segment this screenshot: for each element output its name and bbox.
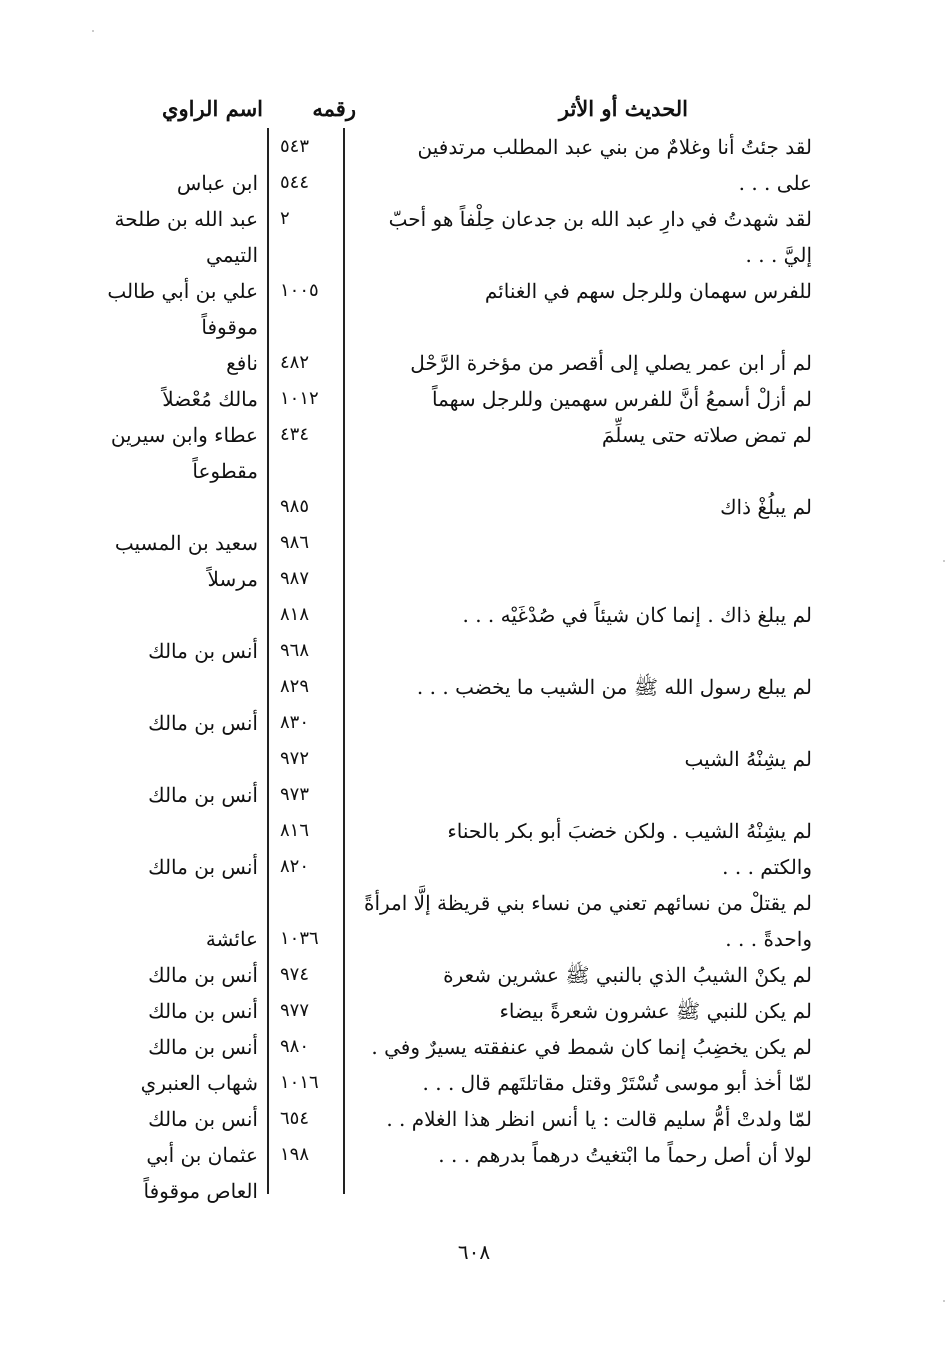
hadith-number: ٨٢٠: [280, 856, 310, 877]
table-row: [0, 348, 948, 378]
table-row: [0, 636, 948, 666]
narrator-name: مرسلاً: [207, 567, 258, 591]
table-row: [0, 708, 948, 738]
table-row: [0, 780, 948, 810]
hadith-text: لولا أن أصل رحماً ما ابْتغيتُ درهماً بدرهم . . .: [438, 1143, 812, 1167]
table-row: [0, 1104, 948, 1134]
hadith-text: والكتم . . .: [722, 855, 812, 879]
scan-speck: [943, 560, 945, 562]
hadith-text: لمّا أخذ أبو موسى تُسْتَرْ وقتل مقاتلتَهم قال . . .: [422, 1071, 812, 1095]
narrator-name: أنس بن مالك: [148, 999, 258, 1023]
hadith-number: ١٠٣٦: [280, 928, 319, 949]
hadith-number: ٥٤٤: [280, 172, 310, 193]
table-row: [0, 312, 948, 342]
table-row: [0, 600, 948, 630]
hadith-text: لم يشِنْهُ الشيب . ولكن خضبَ أبو بكر بالحناء: [447, 819, 812, 843]
hadith-text: لمّا ولدتْ أمُّ سليم قالت : يا أنس انظر هذا الغلام . .: [386, 1107, 812, 1131]
hadith-number: ٩٧٢: [280, 748, 310, 769]
hadith-number: ٩٧٤: [280, 964, 310, 985]
table-row: [0, 168, 948, 198]
hadith-number: ٩٨٥: [280, 496, 310, 517]
table-row: [0, 456, 948, 486]
hadith-text: لقد جئتُ أنا وغلامٌ من بني عبد المطلب مرتدفين: [417, 135, 812, 159]
table-row: [0, 852, 948, 882]
hadith-text: لم أر ابن عمر يصلي إلى أقصر من مؤخرة الرَّحْل: [410, 351, 812, 375]
narrator-name: أنس بن مالك: [148, 1035, 258, 1059]
table-row: [0, 276, 948, 306]
table-row: [0, 1032, 948, 1062]
hadith-number: ٦٥٤: [280, 1108, 310, 1129]
narrator-name: نافع: [226, 351, 258, 375]
page-number: ٦٠٨: [457, 1240, 491, 1264]
table-row: [0, 1140, 948, 1170]
narrator-name: عطاء وابن سيرين: [110, 423, 258, 447]
narrator-name: العاص موقوفاً: [143, 1179, 258, 1203]
table-row: [0, 816, 948, 846]
narrator-name: التيمي: [206, 243, 258, 267]
hadith-number: ٩٧٧: [280, 1000, 310, 1021]
hadith-number: ١٠١٦: [280, 1072, 319, 1093]
hadith-text: إليَّ . . .: [745, 243, 812, 267]
narrator-name: أنس بن مالك: [148, 963, 258, 987]
hadith-text: لقد شهدتُ في دارِ عبد الله بن جدعان حِلْفاً هو أحبّ: [388, 207, 812, 231]
scan-speck: [92, 30, 94, 32]
narrator-name: أنس بن مالك: [148, 1107, 258, 1131]
table-row: [0, 996, 948, 1026]
narrator-name: عائشة: [205, 927, 258, 951]
narrator-name: ابن عباس: [176, 171, 258, 195]
table-row: [0, 528, 948, 558]
table-row: [0, 672, 948, 702]
table-row: [0, 744, 948, 774]
narrator-name: أنس بن مالك: [148, 711, 258, 735]
narrator-name: علي بن أبي طالب: [107, 279, 258, 303]
hadith-text: واحدةً . . .: [725, 927, 812, 951]
hadith-number: ٢: [280, 208, 290, 229]
hadith-text: لم تمض صلاته حتى يسلِّمَ: [601, 423, 812, 447]
table-row: [0, 204, 948, 234]
hadith-text: لم أزلْ أسمعُ أنَّ للفرس سهمين وللرجل سهماً: [431, 387, 812, 411]
table-row: [0, 888, 948, 918]
hadith-number: ٨٣٠: [280, 712, 310, 733]
hadith-number: ٩٦٨: [280, 640, 310, 661]
hadith-text: لم يشِنْهُ الشيب: [684, 747, 812, 771]
hadith-text: لم يكنْ الشيبُ الذي بالنبي ﷺ عشرين شعرة: [443, 963, 812, 987]
hadith-number: ١٩٨: [280, 1144, 310, 1165]
table-row: [0, 384, 948, 414]
narrator-name: أنس بن مالك: [148, 855, 258, 879]
table-row: [0, 564, 948, 594]
hadith-number: ٤٨٢: [280, 352, 310, 373]
scan-speck: [943, 1300, 945, 1302]
hadith-number: ٨٢٩: [280, 676, 310, 697]
hadith-number: ٩٨٦: [280, 532, 310, 553]
narrator-name: أنس بن مالك: [148, 639, 258, 663]
table-row: [0, 240, 948, 270]
header-narrator: اسم الراوي: [162, 96, 263, 121]
table-row: [0, 1176, 948, 1206]
narrator-name: مقطوعاً: [192, 459, 258, 483]
hadith-number: ٩٨٠: [280, 1036, 310, 1057]
table-row: [0, 492, 948, 522]
narrator-name: أنس بن مالك: [148, 783, 258, 807]
table-row: [0, 420, 948, 450]
hadith-number: ١٠١٢: [280, 388, 319, 409]
hadith-text: على . . .: [738, 171, 812, 195]
narrator-name: شهاب العنبري: [140, 1071, 258, 1095]
hadith-text: للفرس سهمان وللرجل سهم في الغنائم: [484, 279, 812, 303]
hadith-text: لم يبلع رسول الله ﷺ من الشيب ما يخضب . . .: [416, 675, 812, 699]
hadith-number: ٨١٨: [280, 604, 310, 625]
hadith-number: ٩٨٧: [280, 568, 310, 589]
hadith-number: ٨١٦: [280, 820, 310, 841]
narrator-name: عبد الله بن طلحة: [114, 207, 258, 231]
header-number: رقمه: [312, 96, 356, 121]
header-hadith: الحديث أو الأثر: [558, 96, 688, 121]
table-row: [0, 132, 948, 162]
hadith-text: لم يقتلْ من نسائهم تعني من نساء بني قريظة إلَّا امرأةً: [363, 891, 812, 915]
hadith-number: ٩٧٣: [280, 784, 310, 805]
narrator-name: مالك مُعْضلاً: [162, 387, 258, 411]
hadith-text: لم يبلغ ذاك . إنما كان شيئاً في صُدْغَيْه . . .: [462, 603, 812, 627]
hadith-number: ٥٤٣: [280, 136, 310, 157]
table-row: [0, 960, 948, 990]
hadith-text: لم يبلُغْ ذاك: [720, 495, 812, 519]
hadith-number: ١٠٠٥: [280, 280, 319, 301]
table-row: [0, 1068, 948, 1098]
hadith-text: لم يكن للنبي ﷺ عشرون شعرةً بيضاء: [499, 999, 812, 1023]
hadith-number: ٤٣٤: [280, 424, 310, 445]
narrator-name: موقوفاً: [201, 315, 258, 339]
narrator-name: عثمان بن أبي: [146, 1143, 258, 1167]
table-row: [0, 924, 948, 954]
narrator-name: سعيد بن المسيب: [114, 531, 258, 555]
hadith-text: لم يكن يخضِبُ إنما كان شمط في عنفقته يسيرٌ وفي .: [371, 1035, 812, 1059]
